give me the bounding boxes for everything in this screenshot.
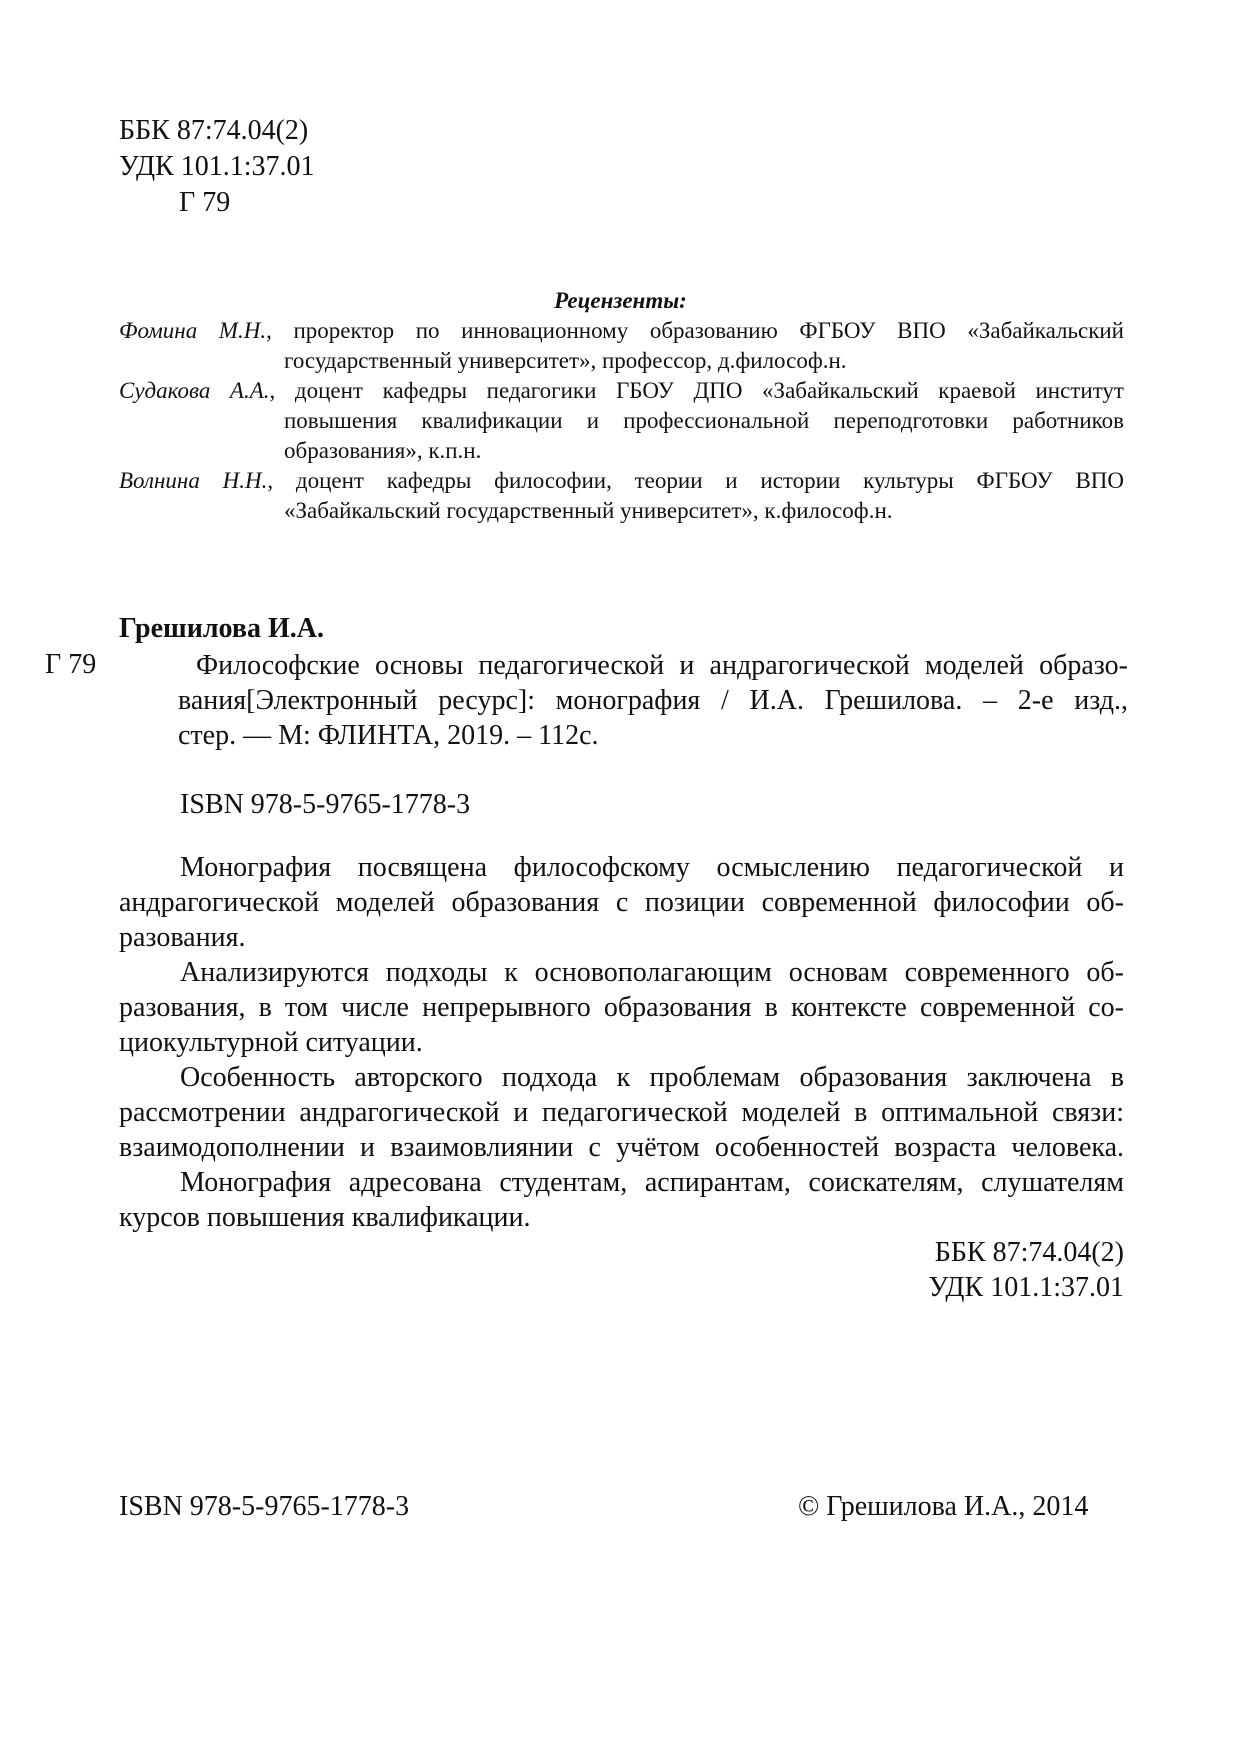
bbk-code: ББК 87:74.04(2) [934, 1237, 1124, 1268]
reviewers-title: Рецензенты: [554, 288, 687, 313]
author-name: Грешилова И.А. [119, 613, 324, 644]
bib-line: Философские основы педагогической и андрагогической моделей образо- [196, 650, 1128, 681]
reviewer-name: Волнина Н.Н. [119, 468, 268, 493]
reviewer-entry [119, 376, 1124, 466]
isbn: ISBN 978-5-9765-1778-3 [180, 789, 471, 820]
udk-code: УДК 101.1:37.01 [928, 1272, 1124, 1303]
reviewer-description: , проректор по инновационному образованию ФГБОУ ВПО «Забайкальский [266, 318, 1124, 343]
abstract-paragraph: Монография посвящена философскому осмыслению педагогической и андрагогической моделей образования с позиции современной философии об- разования. [119, 852, 1124, 953]
classification-codes-footer [800, 1235, 1124, 1305]
reviewer-continuation: повышения квалификации и профессиональной переподготовки работников [284, 408, 1124, 433]
abstract-paragraph: Особенность авторского подхода к проблемам образования заключена в рассмотрении андрагогической и педагогической моделей в оптимальной связи: взаимодополнении и взаимовлиянии с учётом особенностей возраста человека. [119, 1062, 1124, 1163]
udk-code: УДК 101.1:37.01 [119, 151, 315, 182]
reviewer-entry [119, 466, 1124, 526]
author-mark: Г 79 [179, 187, 231, 218]
bibliographic-description [178, 648, 1128, 753]
copyright: © Грешилова И.А., 2014 [798, 1491, 1089, 1522]
classification-codes [119, 113, 315, 221]
reviewer-continuation: «Забайкальский государственный университет», к.философ.н. [284, 498, 893, 523]
reviewer-continuation: государственный университет», профессор, д.философ.н. [284, 348, 847, 373]
reviewer-description: , доцент кафедры философии, теории и истории культуры ФГБОУ ВПО [267, 468, 1125, 493]
bib-line: стер. — М: ФЛИНТА, 2019. – 112с. [178, 720, 599, 751]
reviewer-name: Фомина М.Н. [119, 318, 267, 343]
reviewer-continuation: образования», к.п.н. [284, 438, 482, 463]
abstract-paragraph: Анализируются подходы к основополагающим основам современного об- разования, в том числе непрерывного образования в контексте современной со- циокультурной ситуации. [119, 957, 1124, 1058]
abstract-paragraph: Монография адресована студентам, аспирантам, соискателям, слушателям курсов повышения квалификации. [119, 1167, 1124, 1233]
isbn-bottom: ISBN 978-5-9765-1778-3 [119, 1491, 410, 1522]
reviewer-name: Судакова А.А. [119, 378, 270, 403]
reviewer-entry [119, 316, 1124, 376]
call-number: Г 79 [45, 649, 97, 680]
bbk-code: ББК 87:74.04(2) [119, 115, 309, 146]
reviewer-description: , доцент кафедры педагогики ГБОУ ДПО «Забайкальский краевой институт [269, 378, 1124, 403]
bib-line: вания[Электронный ресурс]: монография / И.А. Грешилова. – 2-е изд., [178, 685, 1128, 716]
